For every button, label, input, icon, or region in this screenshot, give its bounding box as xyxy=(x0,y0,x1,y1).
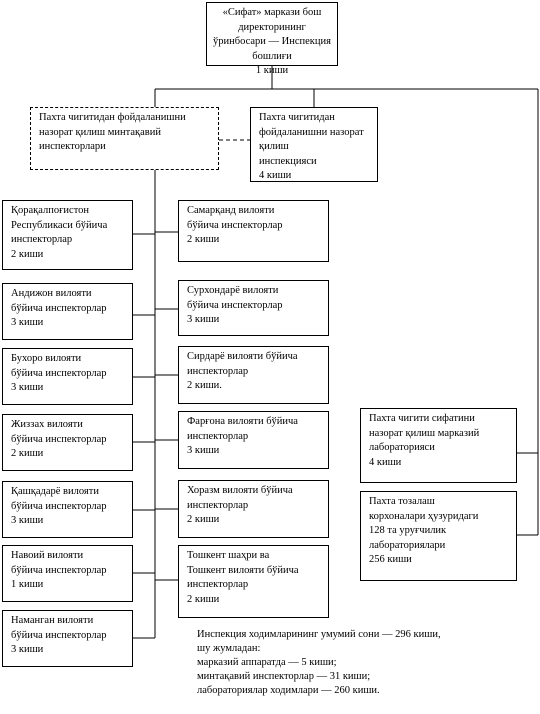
kashkadarya-inspectors-box: Қашқадарё вилояти бўйича инспекторлар 3 киши xyxy=(2,481,133,538)
bukhara-inspectors-box: Бухоро вилояти бўйича инспекторлар 3 киши xyxy=(2,348,133,405)
andijan-inspectors-box: Андижон вилояти бўйича инспекторлар 3 киши xyxy=(2,283,133,340)
karakalpakstan-inspectors-box: Қорақалпоғистон Республикаси бўйича инспекторлар 2 киши xyxy=(2,200,133,270)
syrdarya-inspectors-box: Сирдарё вилояти бўйича инспекторлар 2 киши. xyxy=(178,346,329,404)
jizzakh-inspectors-box: Жиззах вилояти бўйича инспекторлар 2 киши xyxy=(2,414,133,471)
surkhandarya-inspectors-box: Сурхондарё вилояти бўйича инспекторлар 3 киши xyxy=(178,280,329,336)
samarkand-inspectors-box: Самарқанд вилояти бўйича инспекторлар 2 киши xyxy=(178,200,329,262)
namangan-inspectors-box: Наманган вилояти бўйича инспекторлар 3 киши xyxy=(2,610,133,667)
central-laboratory-box: Пахта чигити сифатини назорат қилиш марказий лабораторияси 4 киши xyxy=(360,408,517,483)
staff-summary: Инспекция ходимларининг умумий сони — 296 киши, шу жумладан: марказий аппаратда — 5 киши; минтақавий инспекторлар — 31 киши; лабораториялар ходимлари — 260 киши. xyxy=(197,629,441,696)
deputy-director-box: «Сифат» маркази бош директорининг ўринбосари — Инспекция бошлиғи 1 киши xyxy=(206,2,338,66)
tashkent-inspectors-box: Тошкент шаҳри ва Тошкент вилояти бўйича инспекторлар 2 киши xyxy=(178,545,329,618)
inspection-box: Пахта чигитидан фойдаланишни назорат қилиш инспекцияси 4 киши xyxy=(250,107,378,182)
ginnery-laboratories-box: Пахта тозалаш корхоналари ҳузуридаги 128 та уруғчилик лабораториялари 256 киши xyxy=(360,491,517,581)
regional-inspectors-box: Пахта чигитидан фойдаланишни назорат қилиш минтақавий инспекторлари xyxy=(30,107,219,170)
navoi-inspectors-box: Навоий вилояти бўйича инспекторлар 1 киши xyxy=(2,545,133,602)
khorezm-inspectors-box: Хоразм вилояти бўйича инспекторлар 2 киши xyxy=(178,480,329,538)
fergana-inspectors-box: Фарғона вилояти бўйича инспекторлар 3 киши xyxy=(178,411,329,469)
